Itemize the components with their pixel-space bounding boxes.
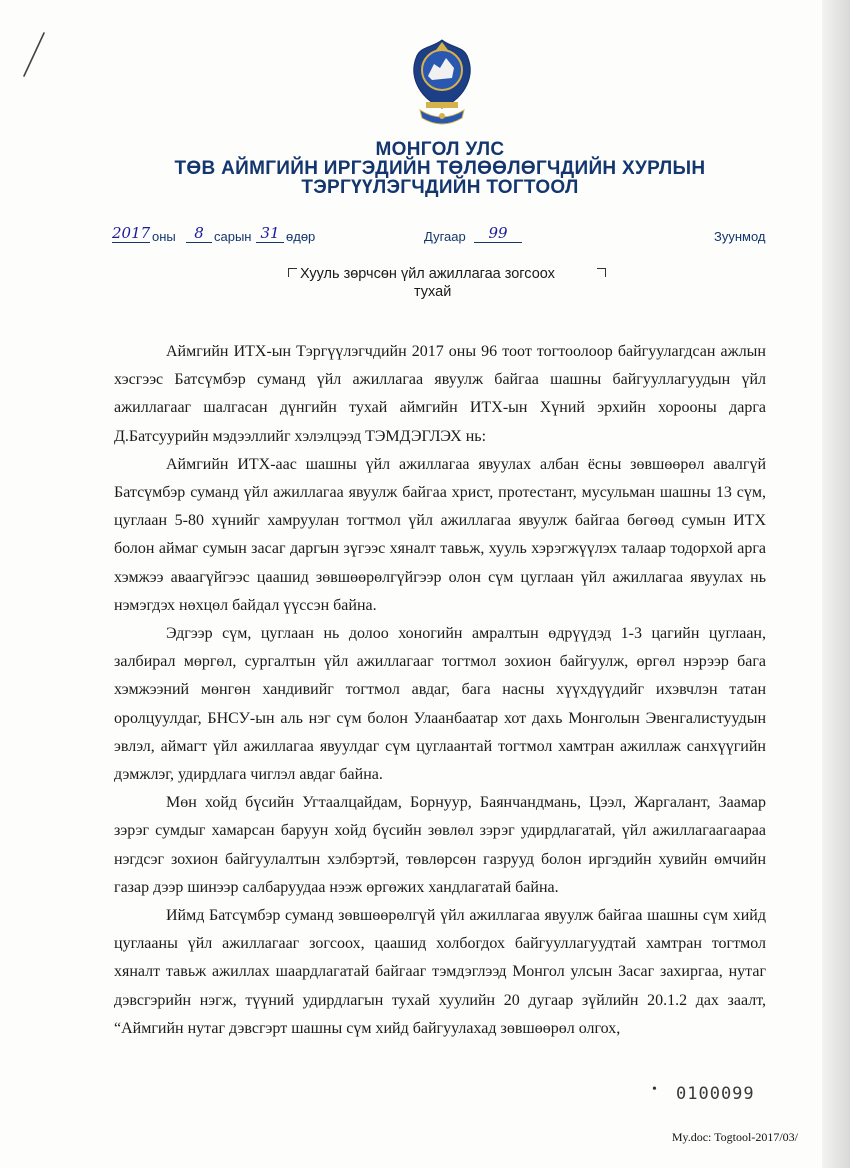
month-value: 8 — [186, 226, 212, 243]
body-paragraph: Мөн хойд бүсийн Угтаалцайдам, Борнуур, Баянчандмань, Цээл, Жаргалант, Заамар зэрэг сумдыг хамарсан баруун хойд бүсийн зөвлөл зэрэг удирдлагатай, үйл ажиллагаагаараа нэгдсэг зохион байгуулалтын хэлбэртэй, төвлөрсөн газрууд болон иргэдийн хувийн өмчийн газар дээр шинээр салбаруудаа нээж өргөжих хандлагатай байна. — [114, 794, 766, 896]
subject-bracket-right — [597, 268, 606, 277]
number-label: Дугаар — [424, 229, 466, 244]
day-label: өдөр — [286, 229, 316, 244]
subject-bracket-left — [288, 268, 297, 277]
subject-line-2: тухай — [414, 284, 452, 300]
footer-document-path: My.doc: Togtool-2017/03/ — [671, 1130, 798, 1144]
year-label: оны — [152, 229, 176, 244]
number-value: 99 — [474, 226, 522, 243]
document-meta-row — [0, 226, 850, 248]
year-value: 2017 — [112, 224, 151, 242]
subject-line-1: Хууль зөрчсөн үйл ажиллагаа зогсоох — [300, 266, 555, 282]
day-value: 31 — [256, 226, 284, 243]
body-paragraph: Эдгээр сүм, цуглаан нь долоо хоногийн амралтын өдрүүдэд 1-3 цагийн цуглаан, залбирал мөргөл, сургалтын үйл ажиллагааг тогтмол зохион байгуулж, өргөл нэрээр бага хэмжээний мөнгөн хандивийг тогтмол авдаг, бага насны хүүхдүүдийг ихэвчлэн татан оролцуулдаг, БНСУ-ын аль нэг сүм болон Улаанбаатар хот дахь Монголын Эвенгалистуудын эвлэл, аймагт үйл ажиллагаа явуулдаг сүм цуглаантай тогтмол хамтран ажиллаж санхүүгийн дэмжлэг, удирдлага чиглэл авдаг байна. — [114, 625, 766, 784]
serial-number: 0100099 — [676, 1084, 755, 1104]
header-country-name: МОНГОЛ УЛС — [375, 139, 505, 160]
state-emblem-icon — [408, 38, 476, 128]
document-body — [114, 338, 766, 1043]
body-paragraph: Аймгийн ИТХ-аас шашны үйл ажиллагаа явуулах албан ёсны зөвшөөрөл авалгүй Батсүмбэр суманд үйл ажиллагаа явуулж байгаа христ, протестант, мусульман шашны 13 сүм, цуглаан 5-80 хүнийг хамруулан тогтмол үйл ажиллагаа явуулж байгаа бөгөөд сумын ИТХ болон аймаг сумын засаг даргын зүгээс хяналт тавьж, хууль хэрэгжүүлэх талаар тодорхой арга хэмжээ аваагүйгээс цаашид зөвшөөрөлгүйгээр олон сүм цуглаан үйл ажиллагаа явуулах нь нэмэгдэх нөхцөл байдал үүссэн байна. — [114, 455, 766, 614]
pen-stroke-mark — [20, 30, 60, 80]
month-label: сарын — [214, 229, 252, 244]
header-document-type: ТЭРГҮҮЛЭГЧДИЙН ТОГТООЛ — [301, 177, 579, 198]
place-name: Зуунмод — [714, 229, 766, 244]
body-paragraph: Иймд Батсүмбэр суманд зөвшөөрөлгүй үйл ажиллагаа явуулж байгаа шашны сүм хийд цуглааны үйл ажиллагааг зогсоох, цаашид холбогдох байгууллагуудтай хамтран тогтмол хяналт тавьж ажиллах шаардлагатай байгааг тэмдэглээд Монгол улсын Засаг захиргаа, нутаг дэвсгэрийн нэгж, түүний удирдлагын тухай хуулийн 20 дугаар зүйлийн 20.1.2 дах заалт, “Аймгийн нутаг дэвсгэрт шашны сүм хийд байгуулахад зөвшөөрөл олгох, — [114, 907, 766, 1037]
header-organization-name: ТӨВ АЙМГИЙН ИРГЭДИЙН ТӨЛӨӨЛӨГЧДИЙН ХУРЛЫН — [174, 158, 706, 179]
body-paragraph: Аймгийн ИТХ-ын Тэргүүлэгчдийн 2017 оны 96 тоот тогтоолоор байгуулагдсан ажлын хэсгээс Батсүмбэр суманд үйл ажиллагаа явуулж байгаа шашны байгууллагуудын үйл ажиллагааг шалгасан дүнгийн тухай аймгийн ИТХ-ын Хүний эрхийн хорооны дарга Д.Батсуурийн мэдээллийг хэлэлцээд ТЭМДЭГЛЭХ нь: — [114, 343, 766, 445]
serial-dot-mark: • — [652, 1082, 657, 1097]
